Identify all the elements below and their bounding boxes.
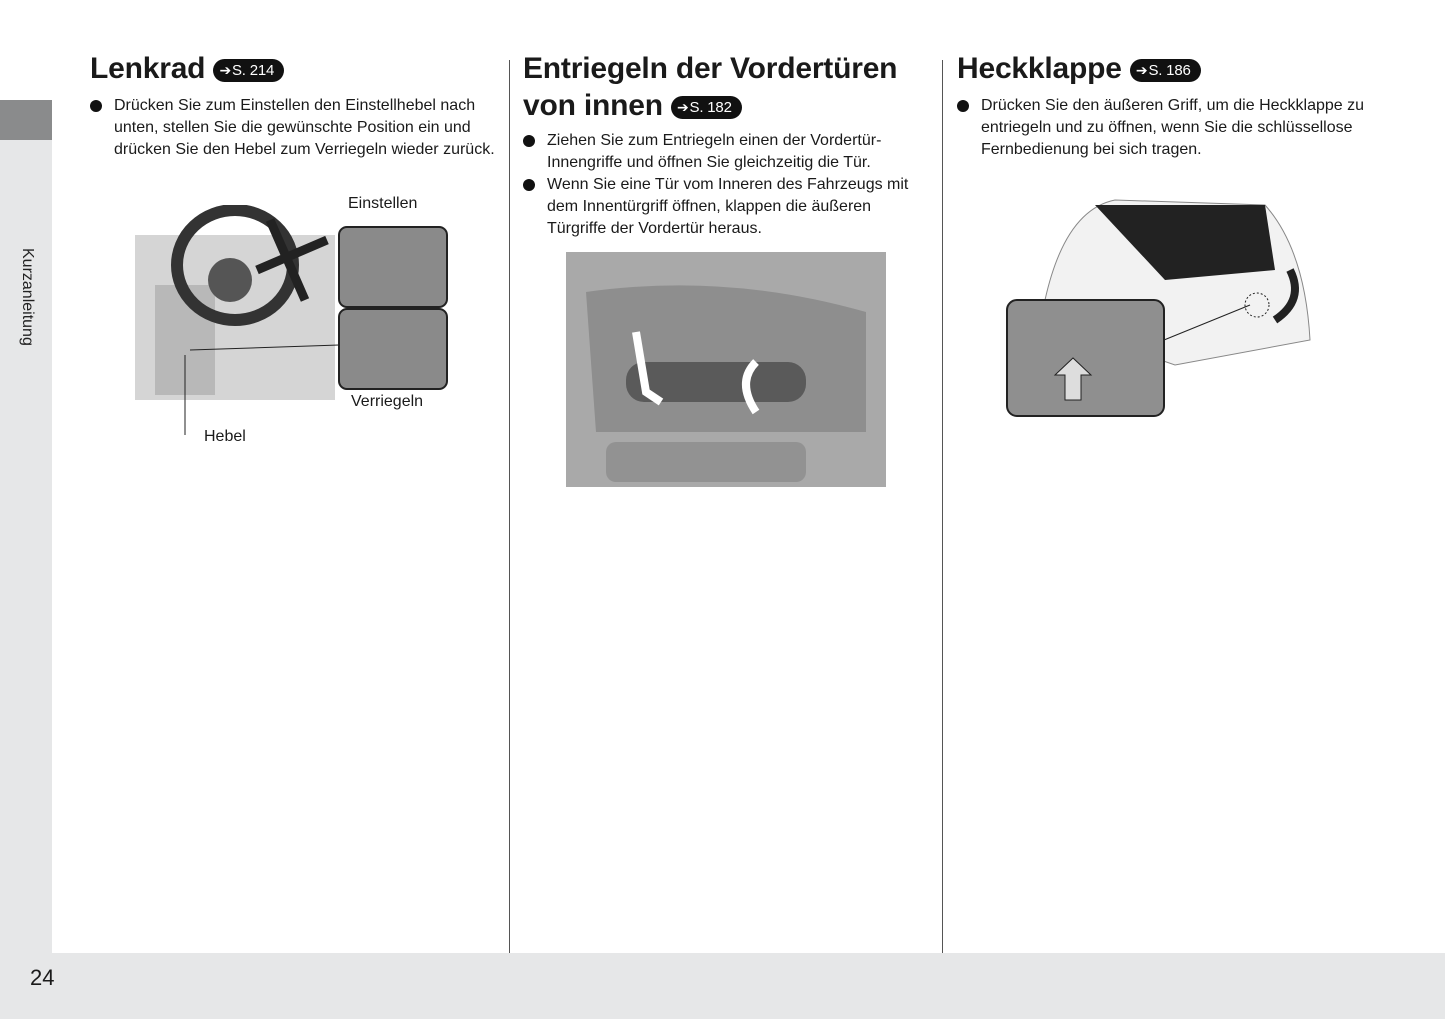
section-title: Heckklappe ➔S. 186 <box>957 50 1377 87</box>
page-reference-link[interactable]: ➔S. 186 <box>1130 59 1201 82</box>
label-lock: Verriegeln <box>351 393 424 410</box>
section-label: Kurzanleitung <box>19 248 36 346</box>
section-tailgate <box>957 50 1377 161</box>
section-door-unlock <box>523 50 928 240</box>
label-lever: Hebel <box>204 428 246 445</box>
door-handle-illustration <box>566 252 886 487</box>
section-title: Entriegeln der Vordertüren von innen ➔S. 182 <box>523 52 898 122</box>
list-item: Wenn Sie eine Tür vom Inneren des Fahrzeugs mit dem Innentürgriff öffnen, klappen die äußeren Türgriffe der Vordertür heraus. <box>523 174 928 240</box>
column-divider <box>942 60 943 953</box>
section-tab <box>0 100 52 140</box>
list-item: Ziehen Sie zum Entriegeln einen der Vordertür-Innengriffe und öffnen Sie gleichzeitig die Tür. <box>523 130 928 174</box>
steering-wheel-illustration <box>135 205 455 435</box>
arrow-right-icon: ➔ <box>219 62 231 78</box>
page-reference-link[interactable]: ➔S. 214 <box>213 59 284 82</box>
label-adjust: Einstellen <box>348 195 418 212</box>
sidebar <box>0 100 52 953</box>
section-steering-wheel <box>90 50 495 161</box>
footer <box>0 953 1445 1019</box>
column-divider <box>509 60 510 953</box>
tailgate-illustration <box>1005 190 1317 420</box>
page-reference-link[interactable]: ➔S. 182 <box>671 96 742 119</box>
section-title: Lenkrad ➔S. 214 <box>90 50 495 87</box>
page-number: 24 <box>30 965 55 990</box>
arrow-right-icon: ➔ <box>1135 62 1148 78</box>
list-item: Drücken Sie zum Einstellen den Einstellhebel nach unten, stellen Sie die gewünschte Position ein und drücken Sie den Hebel zum Verriegeln wieder zurück. <box>90 95 495 161</box>
list-item: Drücken Sie den äußeren Griff, um die Heckklappe zu entriegeln und zu öffnen, wenn Sie die schlüssellose Fernbedienung bei sich tragen. <box>957 95 1377 161</box>
arrow-right-icon: ➔ <box>677 99 689 115</box>
